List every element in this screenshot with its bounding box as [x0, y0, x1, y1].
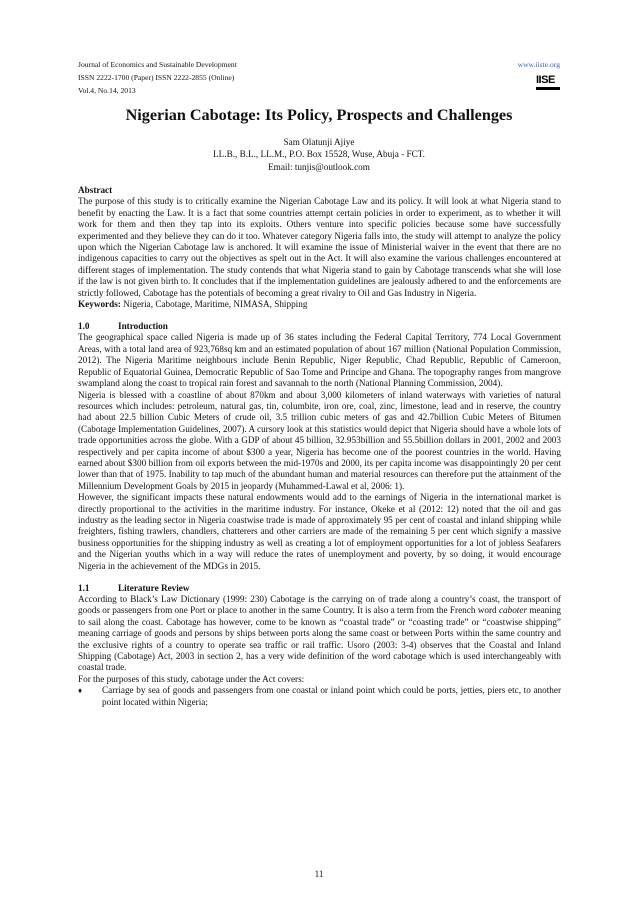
logo-text: IISE	[536, 74, 555, 86]
section-heading-literature-review	[78, 583, 561, 594]
section-title: Introduction	[118, 321, 168, 332]
journal-issn: ISSN 2222-1700 (Paper) ISSN 2222-2855 (Online)	[78, 73, 235, 82]
bullet-text: Carriage by sea of goods and passengers from one coastal or inland point which could be ports, jetties, piers etc, to another point located within Nigeria;	[102, 685, 561, 707]
intro-paragraph-2: Nigeria is blessed with a coastline of about 870km and about 3,000 kilometers of inland waterways with varieties of natural resources which includes: petroleum, natural gas, tin, columbite, iron ore, coal, zinc, limestone, lead and in reserve, the country had about 22.5 billion Cubic Meters of crude oil, 3.5 trillion cubic meters of gas and 42.7billion Cubic Meters of Bitumen (Cabotage Implementation Guidelines, 2007). A cursory look at this statistics would depict that Nigeria should have a whole lots of trade opportunities across the globe. With a GDP of about 45 billion, 32.953billion and 55.5billion dollars in 2001, 2002 and 2003 respectively and per capita income of about $300 a year, Nigeria has become one of the poorest countries in the world. Having earned about $300 billion from oil exports between the mid-1970s and 2000, its per capita income was disappointingly 20 per cent lower than that of 1975. Inability to tap much of the abundant human and material resources can therefore put the attainment of the Millennium Development Goals by 2015 in jeopardy (Muhammed-Lawal et al, 2006: 1).	[78, 389, 561, 491]
author-email: Email: tunjis@outlook.com	[268, 161, 370, 172]
section-heading-introduction	[78, 321, 561, 332]
page-number: 11	[314, 869, 324, 879]
bullet-indent	[90, 685, 102, 708]
intro-paragraph-1: The geographical space called Nigeria is made up of 36 states including the Federal Capital Territory, 774 Local Government Areas, with a total land area of 923,768sq km and an estimated population of about 167 million (National Population Commission, 2012). The Nigeria Maritime neighbours include Benin Republic, Niger Republic, Chad Republic, Republic of Cameroon, Republic of Equatorial Guinea, Democratic Republic of Sao Tome and Principe and Ghana. The topography ranges from mangrove swampland along the coast to tropical rain forest and savannah to the north (National Planning Commission, 2004).	[78, 332, 562, 389]
spacer	[78, 310, 561, 321]
diamond-bullet-icon: ♦	[78, 686, 83, 696]
paper-body	[78, 185, 561, 708]
intro-paragraph-3: However, the significant impacts these natural endowments would add to the earnings of Nigeria in the international market is directly proportional to the activities in the maritime industry. For instance, Okeke et al (2012: 12) noted that the oil and gas industry as the leading sector in Nigeria coastwise trade is made of approximately 95 per cent of coastal and inland shipping while freighters, fishing trawlers, chandlers, chatterers and other carriers are made of the remaining 5 per cent which signify a massive business opportunities for the shipping industry as well as creating a lot of employment opportunities for a lot of jobless Seafarers and the Nigerian youths which in a way will reduce the rates of unemployment and poverty, by so doing, it would encourage Nigeria in the achievement of the MDGs in 2015.	[78, 492, 561, 571]
section-number: 1.1	[78, 582, 90, 593]
spacer	[78, 572, 561, 583]
author-name: Sam Olatunji Ajiye	[283, 137, 355, 147]
abstract-text: The purpose of this study is to critically examine the Nigerian Cabotage Law and its policy. It will look at what Nigeria stand to benefit by enacting the Law. It is a fact that some countries attempt certain policies in order to experiment, as to whether it will work for them and then they tap into its exploits. Others venture into specific policies because some have successfully experimented and they believe they can do it too. Whatever category Nigeria falls into, the study will attempt to analyze the policy upon which the Nigerian Cabotage law is anchored. It will examine the issue of Ministerial waiver in the event that there are no indigenous capacities to carry out the objectives as spelt out in the Act. It will also examine the various challenges encountered at different stages of implementation. The study contends that what Nigeria stand to gain by Cabotage transcends what she will lose if the law is not given birth to. It concludes that if the implementation guidelines are jealously adhered to and the enforcements are strictly followed, Cabotage has the potentials of becoming a great rivalry to Oil and Gas Industry in Nigeria.	[78, 196, 561, 298]
journal-url-link[interactable]: www.iiste.org	[517, 60, 560, 69]
italic-term: caboter	[498, 605, 528, 616]
author-block	[0, 136, 638, 173]
journal-volume: Vol.4, No.14, 2013	[78, 86, 136, 95]
keywords-line	[78, 299, 561, 310]
literature-paragraph-1: According to Black’s Law Dictionary (1999: 230) Cabotage is the carrying on of trade along a country’s coast, the transport of goods or passengers from one Port or place to another in the same Country. It is also a term from the French word caboter meaning to sail along the coast. Cabotage has however, come to be known as “coastal trade” or “coasting trade” or “coastwise shipping” meaning carriage of goods and persons by ships between ports along the same coast or between Ports within the same country and the exclusive rights of a country to operate sea traffic or rail traffic. Usoro (2003: 3-4) observes that the Coastal and Inland Shipping (Cabotage) Act, 2003 in section 2, has a very wide definition of the word cabotage which is used interchangeably with coastal trade.	[78, 594, 561, 673]
abstract-heading: Abstract	[78, 185, 113, 195]
logo-bar	[536, 87, 560, 90]
header-left	[78, 58, 560, 97]
keywords-values: Nigeria, Cabotage, Maritime, NIMASA, Shipping	[120, 299, 308, 310]
paper-title: Nigerian Cabotage: Its Policy, Prospects and Challenges	[125, 106, 513, 124]
keywords-label: Keywords:	[78, 299, 121, 310]
section-number: 1.0	[78, 321, 90, 332]
journal-name: Journal of Economics and Sustainable Development	[78, 60, 237, 69]
section-title: Literature Review	[118, 582, 190, 593]
journal-header	[78, 58, 560, 97]
iiste-logo	[536, 74, 560, 94]
literature-paragraph-2: For the purposes of this study, cabotage under the Act covers:	[78, 673, 305, 684]
author-affiliation: LL.B., B.L., LL.M., P.O. Box 15528, Wuse, Abuja - FCT.	[213, 149, 425, 160]
bullet-item	[78, 685, 561, 708]
